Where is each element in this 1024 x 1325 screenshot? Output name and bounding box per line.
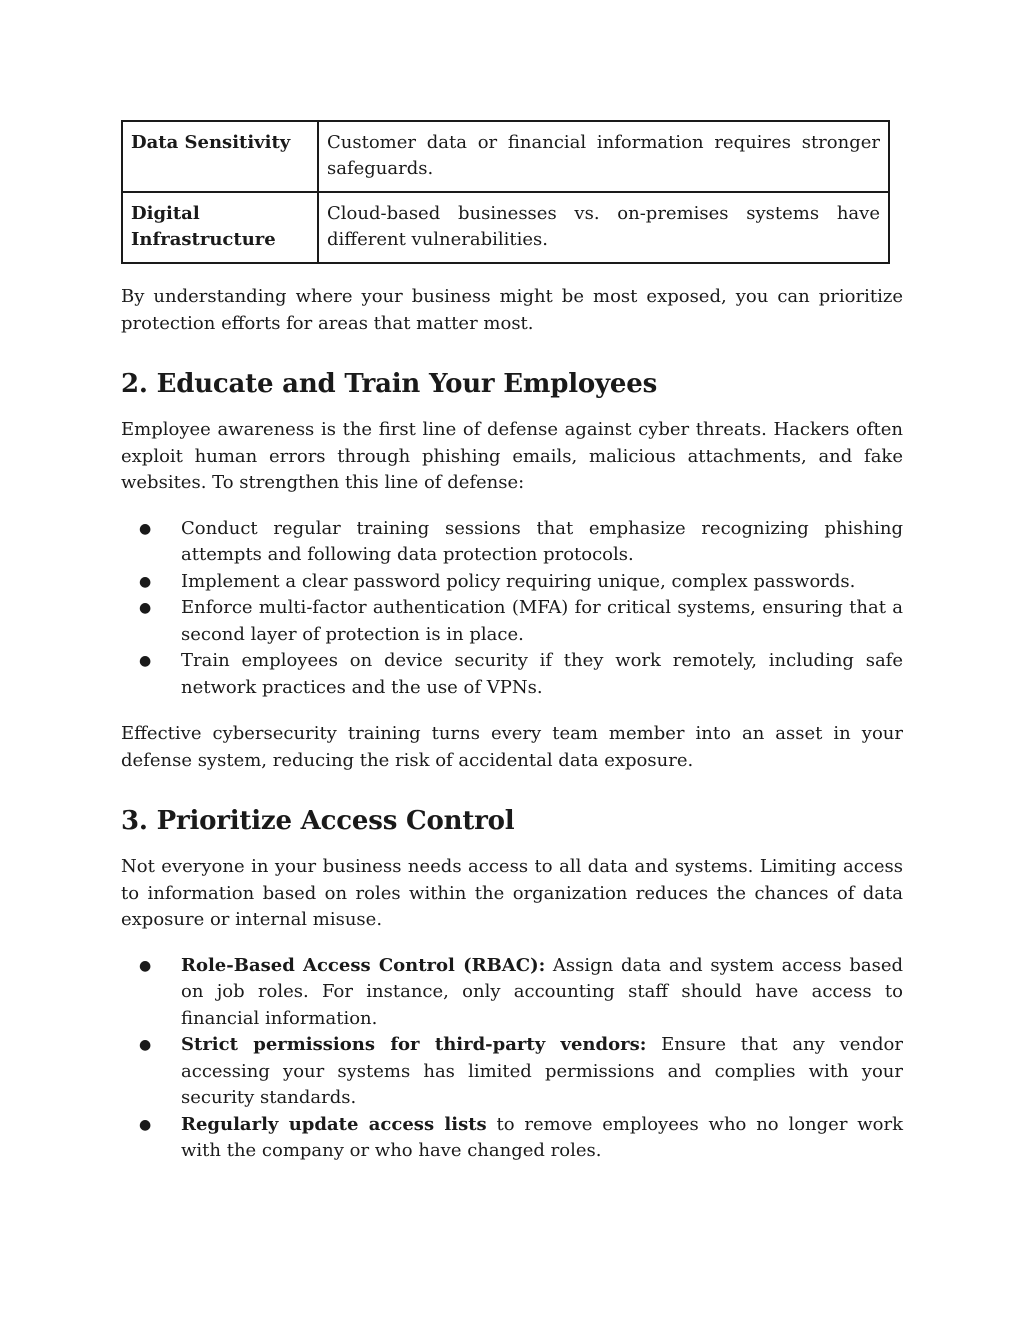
table-cell-description: Cloud-based businesses vs. on-premises systems have different vulnerabilities. [318,192,889,263]
list-item [121,1032,903,1112]
access-control-bullet-list [121,953,903,1165]
bullet-icon: ● [139,520,152,537]
intro-paragraph: By understanding where your business might be most exposed, you can prioritize protection efforts for areas that matter most. [121,286,903,334]
document-page [121,120,903,1165]
list-item-text: Assign data and system access based on job roles. For instance, only accounting staff should have access to financial information. [181,954,903,1029]
bullet-icon: ● [139,957,152,974]
section-3-heading: 3. Prioritize Access Control [121,806,515,836]
list-item-text: Enforce multi-factor authentication (MFA) for critical systems, ensuring that a second layer of protection is in place. [181,597,903,645]
list-item-lead: Regularly update access lists [181,1113,487,1135]
section-3-paragraph: Not everyone in your business needs access to all data and systems. Limiting access to information based on roles within the organization reduces the chances of data exposure or internal misuse. [121,856,903,930]
list-item-text: Train employees on device security if they work remotely, including safe network practices and the use of VPNs. [181,650,903,698]
list-item-text: Ensure that any vendor accessing your systems has limited permissions and complies with your security standards. [181,1034,903,1108]
bullet-icon: ● [139,653,152,669]
table-cell-label: Digital Infrastructure [122,192,318,263]
training-bullet-list [121,516,903,702]
section-2-closing-paragraph: Effective cybersecurity training turns every team member into an asset in your defense system, reducing the risk of accidental data exposure. [121,723,903,771]
bullet-icon: ● [139,573,152,590]
list-item-text: Implement a clear password policy requiring unique, complex passwords. [181,570,856,592]
list-item [121,595,903,648]
section-2-paragraph: Employee awareness is the first line of defense against cyber threats. Hackers often exploit human errors through phishing emails, malicious attachments, and fake websites. To strengthen this line of defense: [121,419,903,493]
list-item [121,569,903,596]
bullet-icon: ● [139,600,152,616]
list-item-lead: Strict permissions for third-party vendors: [181,1034,647,1055]
list-item [121,648,903,701]
risk-factor-table [121,120,890,264]
list-item-text: Conduct regular training sessions that emphasize recognizing phishing attempts and following data protection protocols. [181,517,903,565]
table-row [122,121,889,192]
table-row [122,192,889,263]
table-cell-description: Customer data or financial information requires stronger safeguards. [318,121,889,192]
table-cell-label: Data Sensitivity [122,121,318,192]
list-item [121,516,903,569]
list-item-lead: Role-Based Access Control (RBAC): [181,954,546,976]
bullet-icon: ● [139,1037,152,1053]
section-2-heading: 2. Educate and Train Your Employees [121,369,658,399]
bullet-icon: ● [139,1116,152,1133]
list-item-text: to remove employees who no longer work with the company or who have changed roles. [181,1113,903,1161]
list-item [121,1112,903,1165]
list-item [121,953,903,1033]
